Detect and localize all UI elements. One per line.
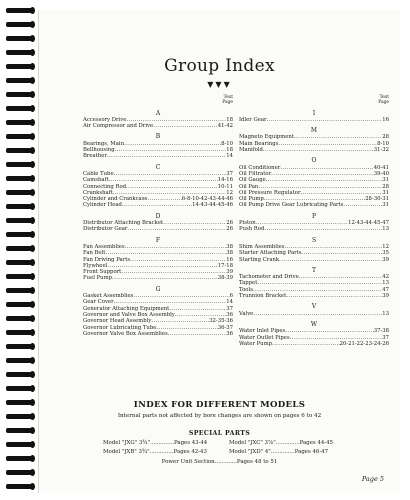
entry-name: Air Compressor and Drive <box>83 123 154 130</box>
index-letter: P <box>311 212 317 220</box>
entry-page: 36 <box>226 330 233 337</box>
entry-name: Fan Belt <box>83 250 106 257</box>
dot-leader <box>263 147 374 153</box>
index-entry <box>83 202 233 208</box>
index-entry <box>239 341 389 347</box>
entry-page: 38 <box>226 243 233 250</box>
entry-name: Distributor Gear <box>83 226 128 233</box>
entry-page: 10-11 <box>217 183 233 190</box>
entry-name: Water Outlet Pipes <box>239 334 290 341</box>
manual-page <box>38 10 400 493</box>
entry-page: 39 <box>382 293 389 300</box>
entry-page: 26 <box>226 226 233 233</box>
entry-name: Oil Filtrator <box>239 170 272 177</box>
entry-page: 8-10 <box>377 140 389 147</box>
entry-page: 13 <box>382 226 389 233</box>
spiral-binding <box>0 0 40 500</box>
entry-page: 42 <box>382 274 389 281</box>
dot-leader <box>122 202 192 208</box>
entry-name: Cylinder and Crankcase <box>83 196 148 203</box>
index-letter: V <box>311 303 317 311</box>
index-entry <box>239 226 389 232</box>
entry-page: 12 <box>382 243 389 250</box>
entry-page: 6 <box>229 293 233 300</box>
dot-leader <box>264 226 382 232</box>
entry-page: 16 <box>382 116 389 123</box>
entry-name: Oil Pressure Regulator <box>239 189 301 196</box>
index-letter: W <box>310 320 318 328</box>
entry-page: 37 <box>226 305 233 312</box>
entry-name: Idler Gear <box>239 116 267 123</box>
entry-name: Shim Assemblies <box>239 243 285 250</box>
index-entry <box>83 331 233 337</box>
entry-page: 14 <box>226 153 233 160</box>
entry-page: 39 <box>226 269 233 276</box>
model-label: Model "JXG" 3¾" <box>103 440 150 446</box>
entry-page: 39 <box>382 256 389 263</box>
dot-leader <box>343 202 382 208</box>
entry-name: Accessory Drive <box>83 116 127 123</box>
power-unit-section: Power Unit Section.............Pages 48 to 51 <box>161 459 278 465</box>
entry-page: 32-35-36 <box>209 318 233 325</box>
entry-page: 6-8-10-42-43-44-46 <box>181 196 233 203</box>
entry-page: 36 <box>226 311 233 318</box>
index-column-left <box>83 96 233 337</box>
entry-name: Oil Pump <box>239 196 264 203</box>
index-entry <box>239 311 389 317</box>
dot-leader <box>153 123 218 129</box>
entry-name: Tachometer and Drive <box>239 274 299 281</box>
entry-name: Breather <box>83 153 107 160</box>
models-section-title: INDEX FOR DIFFERENT MODELS <box>133 400 306 410</box>
entry-name: Gear Cover <box>83 299 114 306</box>
index-entry <box>239 147 389 153</box>
index-entry <box>83 153 233 159</box>
entry-page: 31-32 <box>373 147 389 154</box>
entry-page: 16 <box>226 256 233 263</box>
dot-leader <box>253 311 382 317</box>
column-header <box>239 96 389 106</box>
index-letter: I <box>312 109 316 117</box>
entry-name: Push Rod <box>239 226 265 233</box>
entry-name: Cylinder Head <box>83 202 122 209</box>
column-header <box>83 96 233 106</box>
index-letter: T <box>311 266 316 274</box>
entry-name: Oil Conditioner <box>239 164 281 171</box>
entry-name: Fan Assemblies <box>83 243 125 250</box>
index-letter: C <box>155 163 161 171</box>
entry-page: 28-30-31 <box>365 196 389 203</box>
entry-name: Governor Lubricating Tube <box>83 324 157 331</box>
column-header-text: Text <box>223 95 233 100</box>
model-label: Model "JXB" 3¾" <box>103 449 150 455</box>
entry-name: Governor Head Assembly <box>83 318 152 325</box>
entry-page: 31 <box>382 202 389 209</box>
entry-name: Camshaft <box>83 177 109 184</box>
dot-leader <box>112 275 218 281</box>
index-letter: A <box>155 109 161 117</box>
entry-page: 18 <box>226 147 233 154</box>
entry-name: Water Inlet Pipes <box>239 328 286 335</box>
entry-page: 37 <box>382 334 389 341</box>
index-entry <box>83 275 233 281</box>
entry-page: 37-38 <box>373 328 389 335</box>
entry-page: 39-40 <box>373 170 389 177</box>
dot-leader <box>168 331 227 337</box>
index-letter: O <box>311 157 317 165</box>
index-entry <box>239 257 389 263</box>
special-parts-title: SPECIAL PARTS <box>188 430 251 437</box>
entry-page: 14-43-44-45-46 <box>192 202 233 209</box>
entry-name: Oil Pan <box>239 183 259 190</box>
model-label: Model "JXC" 3⅞" <box>229 440 276 446</box>
model-pages: Pages 44-45 <box>299 440 333 446</box>
column-header-page: Page <box>222 99 233 105</box>
entry-name: Connecting Rod <box>83 183 127 190</box>
page-number: Page 5 <box>361 475 384 483</box>
entry-name: Bearings, Main <box>83 140 124 147</box>
entry-page: 28 <box>382 183 389 190</box>
entry-name: Piston <box>239 220 256 227</box>
model-entry <box>103 449 207 455</box>
index-letter: B <box>155 133 161 141</box>
entry-page: 13 <box>382 310 389 317</box>
model-entry <box>229 449 328 455</box>
dot-leader <box>267 117 383 123</box>
index-entry <box>239 202 389 208</box>
entry-name: Fuel Pump <box>83 275 112 282</box>
entry-name: Oil Gauge <box>239 177 266 184</box>
dot-leader <box>107 153 226 159</box>
entry-name: Manifold <box>239 147 263 154</box>
entry-page: 12 <box>226 189 233 196</box>
entry-page: 26 <box>226 220 233 227</box>
entry-page: 41-42 <box>217 123 233 130</box>
entry-name: Trunnion Bracket <box>239 293 287 300</box>
entry-name: Valve <box>239 310 254 317</box>
entry-name: Starting Crank <box>239 256 280 263</box>
entry-name: Crankshaft <box>83 189 113 196</box>
entry-name: Starter Attaching Parts <box>239 250 302 257</box>
entry-name: Distributor Attaching Bracket <box>83 220 164 227</box>
page-title: Group Index <box>164 56 275 76</box>
entry-name: Governor and Valve Box Assembly <box>83 311 175 318</box>
entry-page: 40-41 <box>373 164 389 171</box>
model-label: Model "JXD" 4" <box>229 449 271 455</box>
entry-name: Magneto Equipment <box>239 134 294 141</box>
dot-leader <box>127 226 226 232</box>
index-column-right <box>239 96 389 347</box>
index-letter: D <box>155 212 161 220</box>
entry-name: Tools <box>239 286 253 293</box>
entry-page: 12-43-44-45-47 <box>348 220 389 227</box>
column-header-page: Page <box>378 99 389 105</box>
entry-page: 28 <box>382 134 389 141</box>
index-letter: F <box>155 236 161 244</box>
entry-page: 47 <box>382 286 389 293</box>
entry-name: Cable Tube <box>83 170 114 177</box>
entry-page: 31 <box>382 177 389 184</box>
dot-leader <box>279 257 382 263</box>
entry-name: Flywheel <box>83 262 108 269</box>
entry-name: Tappet <box>239 280 258 287</box>
index-entry <box>239 293 389 299</box>
index-entry <box>83 123 233 129</box>
entry-name: Bellhousing <box>83 147 115 154</box>
entry-name: Front Support <box>83 269 122 276</box>
model-pages: Pages 43-44 <box>173 440 208 446</box>
entry-page: 37 <box>226 170 233 177</box>
entry-page: 38-39 <box>217 275 233 282</box>
entry-name: Water Pump <box>239 340 273 347</box>
index-letter: G <box>155 285 161 293</box>
entry-page: 36-37 <box>217 324 233 331</box>
entry-page: 17-18 <box>217 262 233 269</box>
entry-page: 31 <box>382 189 389 196</box>
index-letter: S <box>311 236 317 244</box>
model-pages: Pages 46-47 <box>294 449 329 455</box>
dot-leader <box>286 293 382 299</box>
index-letter: M <box>310 127 318 135</box>
entry-name: Gasket Assemblies <box>83 293 134 300</box>
index-entry <box>239 117 389 123</box>
entry-page: 20-21-22-23-24-26 <box>339 340 389 347</box>
model-entry <box>103 440 207 446</box>
title-ornament: ▼▼▼ <box>207 80 232 89</box>
model-entry <box>229 440 333 446</box>
entry-name: Governor Valve Box Assemblies <box>83 330 168 337</box>
entry-page: 35 <box>382 250 389 257</box>
column-header-text: Text <box>379 95 389 100</box>
entry-page: 18 <box>226 116 233 123</box>
entry-page: 8-10 <box>221 140 233 147</box>
index-entry <box>83 226 233 232</box>
entry-page: 14-16 <box>217 177 233 184</box>
models-section-note: Internal parts not affected by bore changes are shown on pages 6 to 42 <box>117 413 322 419</box>
entry-page: 38 <box>226 250 233 257</box>
dot-leader <box>272 341 340 347</box>
entry-name: Oil Pump Drive Gear Lubricating Parts <box>239 202 344 209</box>
entry-name: Generator Attaching Equipment <box>83 305 170 312</box>
entry-name: Main Bearings <box>239 140 279 147</box>
model-pages: Pages 42-43 <box>173 449 207 455</box>
entry-page: 14 <box>226 299 233 306</box>
entry-name: Fan Driving Parts <box>83 256 131 263</box>
entry-page: 13 <box>382 280 389 287</box>
